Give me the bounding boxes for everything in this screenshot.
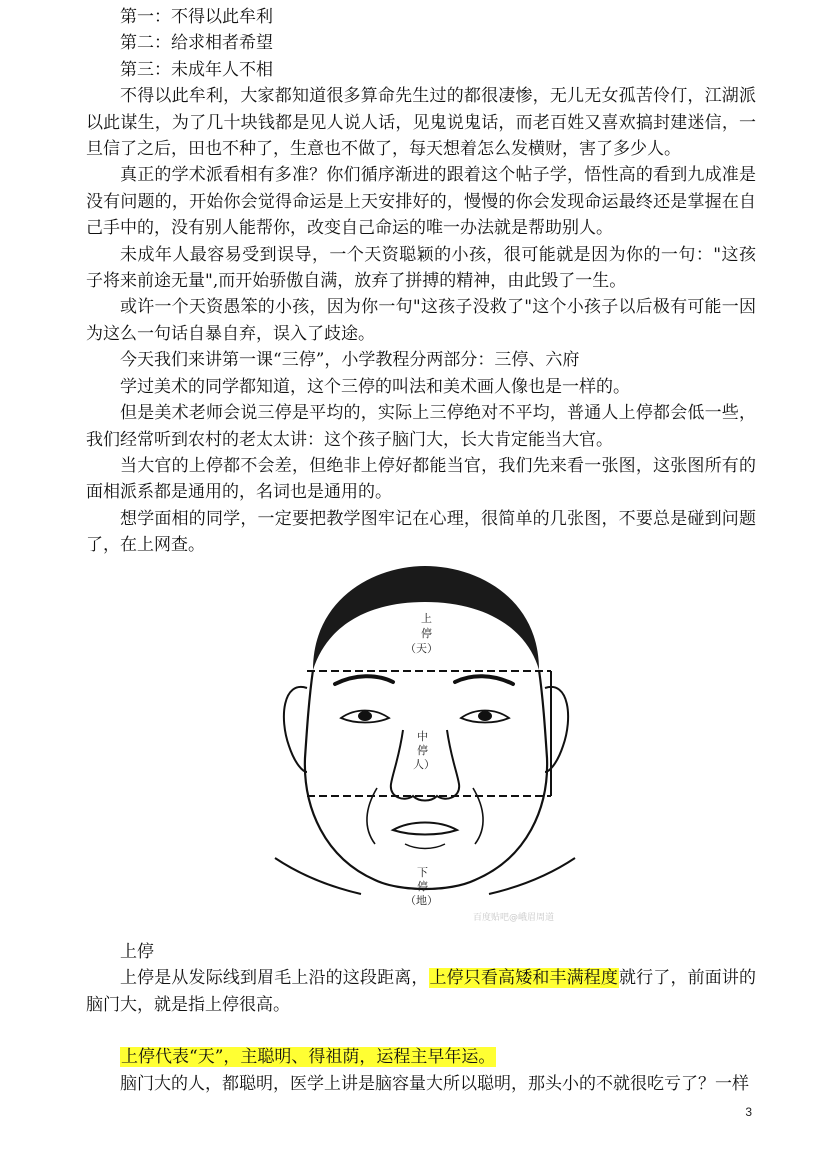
lower-zone-label: （地） [405, 894, 438, 907]
middle-zone-label: 停 [417, 744, 428, 757]
paragraph: 或许一个天资愚笨的小孩，因为你一句"这孩子没救了"这个小孩子以后极有可能一因为这么一句话自暴自弃，误入了歧途。 [86, 297, 756, 344]
left-ear [284, 687, 307, 772]
page-number: 3 [745, 1105, 752, 1119]
right-ear [545, 687, 568, 772]
paragraph: 未成年人最容易受到误导，一个天资聪颖的小孩，很可能就是因为你的一句："这孩子将来前途无量",而开始骄傲自满，放弃了拼搏的精神，由此毁了一生。 [86, 244, 756, 292]
upper-zone-label: （天） [405, 642, 438, 655]
head-outline [305, 670, 547, 889]
highlight: 上停代表“天”，主聪明、得祖荫，运程主早年运。 [121, 1047, 496, 1068]
upper-zone-label: 上 [421, 612, 432, 625]
paragraph: 上停是从发际线到眉毛上沿的这段距离，上停只看高矮和丰满程度就行了，前面讲的脑门大，就是指上停很高。 [86, 968, 757, 1015]
rule-item: 第一：不得以此牟利 [120, 7, 273, 27]
section-heading: 上停 [120, 942, 154, 962]
paragraph: 但是美术老师会说三停是平均的，实际上三停绝对不平均，普通人上停都会低一些，我们经常听到农村的老太太讲：这个孩子脑门大，长大肯定能当大官。 [86, 403, 756, 450]
paragraph: 真正的学术派看相有多准？你们循序渐进的跟着这个帖子学，悟性高的看到九成准是没有问题的，开始你会觉得命运是上天安排好的，慢慢的你会发现命运最终还是掌握在自己手中的，没有别人能帮你，改变自己命运的唯一办法就是帮助别人。 [86, 165, 756, 239]
paragraph: 不得以此牟利，大家都知道很多算命先生过的都很凄惨，无儿无女孤苦伶仃，江湖派以此谋生，为了几十块钱都是见人说人话，见鬼说鬼话，而老百姓又喜欢搞封建迷信，一旦信了之后，田也不种了，生意也不做了，每天想着怎么发横财，害了多少人。 [86, 86, 756, 160]
section-upper-zone [86, 939, 756, 1097]
left-eyebrow [335, 676, 393, 684]
face-drawing [265, 558, 585, 928]
middle-zone-label: 人） [413, 758, 435, 771]
upper-zone-label: 停 [421, 627, 432, 640]
body-text [86, 4, 756, 559]
paragraph: 脑门大的人，都聪明，医学上讲是脑容量大所以聪明，那头小的不就很吃亏了？一样 [120, 1073, 749, 1094]
paragraph: 想学面相的同学，一定要把教学图牢记在心理，很简单的几张图，不要总是碰到问题了，在上网查。 [86, 508, 756, 556]
rule-item: 第二：给求相者希望 [120, 33, 273, 54]
lower-zone-label: 停 [417, 880, 428, 893]
paragraph: 当大官的上停都不会差，但绝非上停好都能当官，我们先来看一张图，这张图所有的面相派系都是通用的，名词也是通用的。 [86, 455, 756, 503]
rule-item: 第三：未成年人不相 [120, 59, 273, 80]
three-zones-face-illustration [265, 558, 585, 928]
highlight: 上停只看高矮和丰满程度 [429, 968, 619, 989]
paragraph: 今天我们来讲第一课“三停”，小学教程分两部分：三停、六府 [120, 350, 580, 371]
paragraph [86, 1044, 756, 1070]
middle-zone-label: 中 [417, 730, 428, 743]
watermark: 百度贴吧@峨眉周道 [473, 913, 555, 923]
paragraph: 学过美术的同学都知道，这个三停的叫法和美术画人像也是一样的。 [120, 376, 630, 397]
lower-zone-label: 下 [417, 866, 428, 879]
right-eyebrow [455, 676, 513, 684]
mouth [393, 823, 457, 835]
